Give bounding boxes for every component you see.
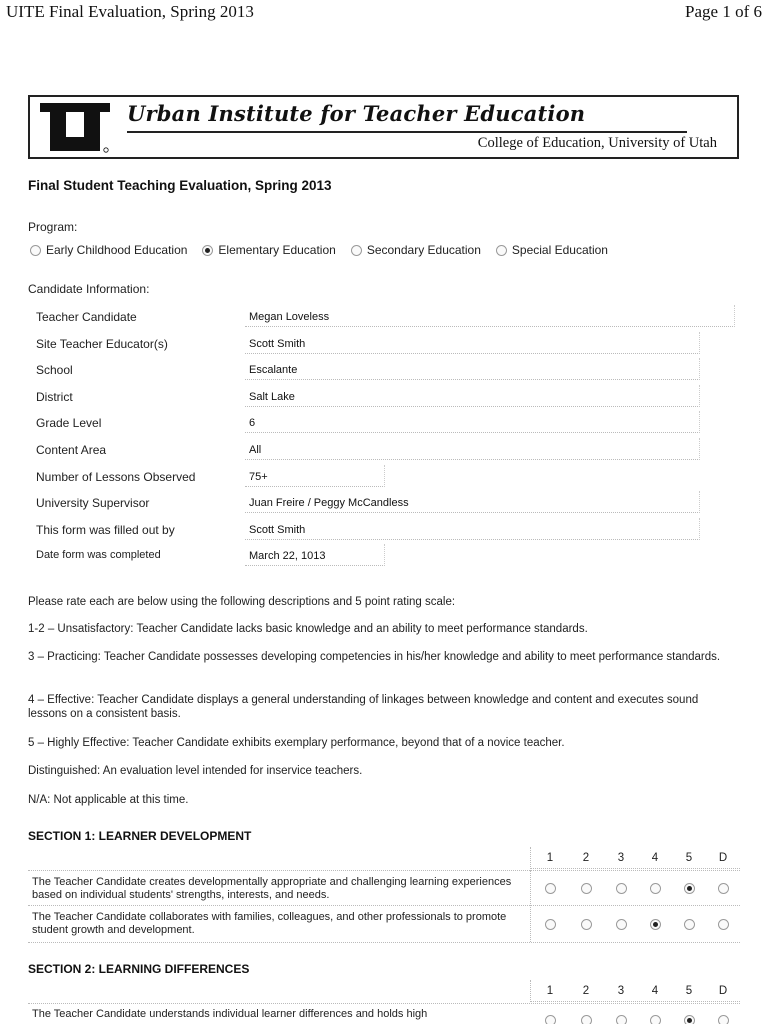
rating-radio-icon[interactable] [650,1015,661,1024]
rating-description-distinguished: Distinguished: An evaluation level intended for inservice teachers. [28,765,363,777]
scale-label: 4 [651,852,659,864]
radio-selected-icon[interactable] [202,245,213,256]
rating-description-na: N/A: Not applicable at this time. [28,794,189,806]
banner-title: Urban Institute for Teacher Education [127,101,586,126]
rating-radio-icon[interactable] [718,919,729,930]
field-label: Teacher Candidate [36,310,137,324]
field-label: School [36,363,73,378]
row-divider [28,942,740,943]
grade-level-field[interactable]: 6 [245,411,700,433]
rating-column-divider [530,870,531,942]
rating-description-highly-effective: 5 – Highly Effective: Teacher Candidate exhibits exemplary performance, beyond that of a novice teacher. [28,737,565,749]
candidate-row-school [36,356,706,383]
candidate-row-site-teacher [36,330,706,357]
row-divider [28,905,740,906]
scale-label: 4 [651,985,659,997]
program-option-label: Secondary Education [366,243,481,257]
scale-label: 1 [546,852,554,864]
field-label: District [36,389,73,404]
field-label: Number of Lessons Observed [36,469,196,484]
rating-description-practicing: 3 – Practicing: Teacher Candidate possesses developing competencies in his/her knowledge and ability to meet performance standards. [28,651,721,663]
rating-radio-selected-icon[interactable] [650,919,661,930]
rating-radio-icon[interactable] [545,883,556,894]
rating-radio-icon[interactable] [581,883,592,894]
scale-label: D [718,985,728,997]
radio-icon[interactable] [496,245,507,256]
scale-label: 3 [617,852,625,864]
field-label: Content Area [36,442,107,457]
rating-radio-icon[interactable] [718,883,729,894]
scale-label: 3 [617,985,625,997]
rating-radio-icon[interactable] [616,883,627,894]
school-field[interactable]: Escalante [245,358,700,380]
teacher-candidate-field[interactable]: Megan Loveless [245,305,735,327]
scale-label: 5 [685,985,693,997]
candidate-row-lessons [36,463,706,490]
supervisor-field[interactable]: Juan Freire / Peggy McCandless [245,491,700,513]
section-1-item-2: The Teacher Candidate collaborates with families, colleagues, and other professionals to promote student growth and development. [32,911,507,936]
field-label: Site Teacher Educator(s) [36,336,168,351]
rating-radio-icon[interactable] [684,919,695,930]
candidate-row-grade [36,409,706,436]
program-option-label: Elementary Education [218,243,336,257]
candidate-row-filled-by [36,516,706,543]
page-number: Page 1 of 6 [685,2,762,21]
form-title: Final Student Teaching Evaluation, Spring 2013 [28,178,332,193]
scale-label: D [718,852,728,864]
section-2-scale-header [530,980,740,1002]
radio-icon[interactable] [30,245,41,256]
page-header-title: UITE Final Evaluation, Spring 2013 [6,2,254,21]
candidate-row-content [36,436,706,463]
section-2-title: SECTION 2: LEARNING DIFFERENCES [28,962,250,976]
scale-label: 2 [582,985,590,997]
content-area-field[interactable]: All [245,438,700,460]
row-divider [28,870,740,871]
program-option-elementary[interactable] [202,243,335,257]
field-label: This form was filled out by [36,522,175,537]
program-option-label: Early Childhood Education [46,243,188,257]
program-option-secondary[interactable] [351,243,481,257]
rating-radio-icon[interactable] [718,1015,729,1024]
university-u-logo-icon [36,99,114,155]
row-divider [28,1003,740,1004]
field-label: University Supervisor [36,496,150,511]
candidate-row-date [36,542,706,569]
rating-radio-icon[interactable] [616,1015,627,1024]
banner-divider [127,131,687,133]
candidate-info-label: Candidate Information: [28,282,150,296]
program-option-early-childhood[interactable] [30,243,187,257]
radio-icon[interactable] [351,245,362,256]
rating-description-effective: 4 – Effective: Teacher Candidate displays a general understanding of linkages between knowledge and content and executes sound lessons on a consistent basis. [28,694,699,720]
scale-label: 5 [685,852,693,864]
candidate-row-teacher [36,303,706,330]
program-option-special[interactable] [496,243,608,257]
rating-radio-icon[interactable] [616,919,627,930]
rating-radio-icon[interactable] [545,919,556,930]
district-field[interactable]: Salt Lake [245,385,700,407]
lessons-observed-field[interactable]: 75+ [245,465,385,487]
filled-by-field[interactable]: Scott Smith [245,518,700,540]
rating-radio-icon[interactable] [581,919,592,930]
section-2-item-1: The Teacher Candidate understands individual learner differences and holds high [32,1008,428,1020]
institute-banner [28,95,739,159]
rating-radio-selected-icon[interactable] [684,1015,695,1024]
rating-description-unsatisfactory: 1-2 – Unsatisfactory: Teacher Candidate lacks basic knowledge and an ability to meet performance standards. [28,623,588,635]
section-1-title: SECTION 1: LEARNER DEVELOPMENT [28,829,252,843]
field-label: Grade Level [36,416,102,431]
rating-radio-icon[interactable] [650,883,661,894]
program-option-label: Special Education [511,243,608,257]
rating-instructions: Please rate each are below using the following descriptions and 5 point rating scale: [28,596,456,608]
section-1-item-1: The Teacher Candidate creates developmentally appropriate and challenging learning experiences based on individual students' strengths, interests, and needs. [32,876,512,901]
banner-subtitle: College of Education, University of Utah [477,135,717,151]
candidate-row-district [36,383,706,410]
program-label: Program: [28,220,78,234]
section-1-scale-header [530,847,740,869]
program-radio-group [30,243,623,257]
rating-radio-icon[interactable] [545,1015,556,1024]
rating-radio-selected-icon[interactable] [684,883,695,894]
rating-radio-icon[interactable] [581,1015,592,1024]
field-label: Date form was completed [36,549,161,562]
candidate-row-supervisor [36,489,706,516]
scale-label: 1 [546,985,554,997]
scale-label: 2 [582,852,590,864]
candidate-info-table [36,303,706,569]
date-completed-field[interactable]: March 22, 1013 [245,544,385,566]
site-teacher-field[interactable]: Scott Smith [245,332,700,354]
